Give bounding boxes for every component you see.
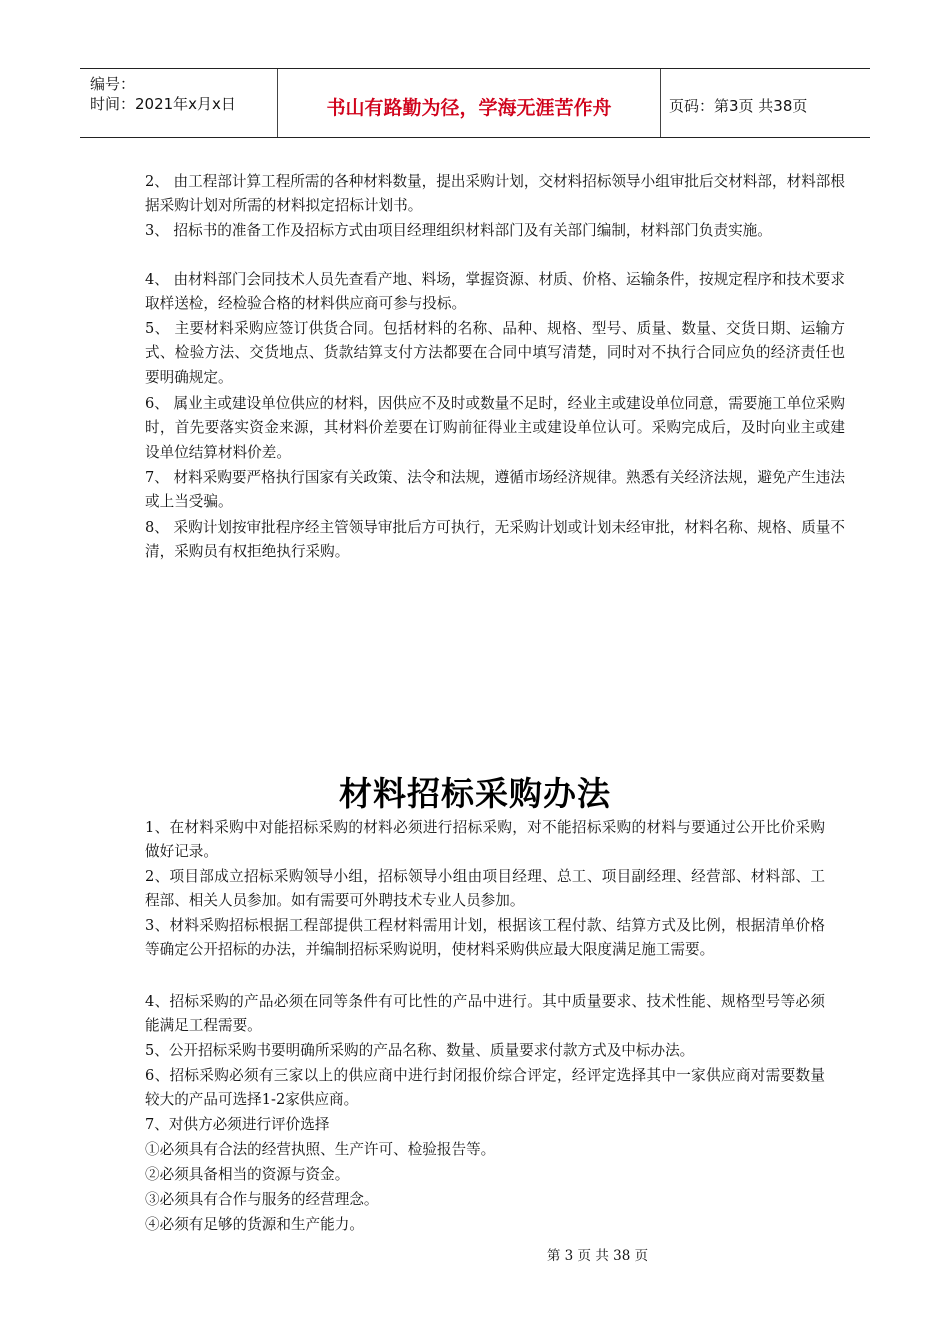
paragraph-2-6: 6、招标采购必须有三家以上的供应商中进行封闭报价综合评定，经评定选择其中一家供应商对需要数量较大的产品可选择1-2家供应商。 — [145, 1067, 825, 1109]
criteria-item-2: ②必须具备相当的资源与资金。 — [145, 1166, 350, 1183]
header-right-cell — [661, 69, 870, 137]
page-info: 页码：第3页 共38页 — [669, 97, 808, 115]
date-label: 时间：2021年x月x日 — [90, 95, 236, 113]
paragraph-1-5: 5、 主要材料采购应签订供货合同。包括材料的名称、品种、规格、型号、质量、数量、交货日期、运输方式、检验方法、交货地点、货款结算支付方法都要在合同中填写清楚，同时对不执行合同应负的经济责任也要明确规定。 — [145, 320, 845, 386]
paragraph-2-1: 1、在材料采购中对能招标采购的材料必须进行招标采购，对不能招标采购的材料与要通过公开比价采购做好记录。 — [145, 819, 825, 861]
paragraph-1-2: 2、 由工程部计算工程所需的各种材料数量，提出采购计划，交材料招标领导小组审批后交材料部，材料部根据采购计划对所需的材料拟定招标计划书。 — [145, 173, 845, 215]
section-title: 材料招标采购办法 — [339, 774, 611, 813]
paragraph-2-7: 7、对供方必须进行评价选择 — [145, 1116, 330, 1133]
paragraph-2-2: 2、项目部成立招标采购领导小组，招标领导小组由项目经理、总工、项目副经理、经营部、材料部、工程部、相关人员参加。如有需要可外聘技术专业人员参加。 — [145, 868, 825, 910]
paragraph-1-6: 6、 属业主或建设单位供应的材料，因供应不及时或数量不足时，经业主或建设单位同意，需要施工单位采购时，首先要落实资金来源，其材料价差要在订购前征得业主或建设单位认可。采购完成后，及时向业主或建设单位结算材料价差。 — [145, 395, 845, 461]
criteria-item-1: ①必须具有合法的经营执照、生产许可、检验报告等。 — [145, 1141, 496, 1158]
header-left-cell — [80, 69, 278, 137]
paragraph-1-3: 3、 招标书的准备工作及招标方式由项目经理组织材料部门及有关部门编制，材料部门负责实施。 — [145, 222, 772, 239]
page-footer: 第 3 页 共 38 页 — [546, 1248, 649, 1264]
paragraph-2-4: 4、招标采购的产品必须在同等条件有可比性的产品中进行。其中质量要求、技术性能、规格型号等必须能满足工程需要。 — [145, 993, 825, 1035]
paragraph-2-5: 5、公开招标采购书要明确所采购的产品名称、数量、质量要求付款方式及中标办法。 — [145, 1042, 695, 1059]
paragraph-1-8: 8、 采购计划按审批程序经主管领导审批后方可执行，无采购计划或计划未经审批，材料名称、规格、质量不清，采购员有权拒绝执行采购。 — [145, 519, 845, 561]
motto: 书山有路勤为径，学海无涯苦作舟 — [326, 97, 612, 119]
criteria-item-4: ④必须有足够的货源和生产能力。 — [145, 1216, 364, 1233]
paragraph-1-4: 4、 由材料部门会同技术人员先查看产地、料场，掌握资源、材质、价格、运输条件，按规定程序和技术要求取样送检，经检验合格的材料供应商可参与投标。 — [145, 271, 845, 313]
paragraph-2-3: 3、材料采购招标根据工程部提供工程材料需用计划，根据该工程付款、结算方式及比例，根据清单价格等确定公开招标的办法，并编制招标采购说明，使材料采购供应最大限度满足施工需要。 — [145, 917, 825, 959]
paragraph-1-7: 7、 材料采购要严格执行国家有关政策、法令和法规，遵循市场经济规律。熟悉有关经济法规，避免产生违法或上当受骗。 — [145, 469, 845, 511]
code-label: 编号： — [90, 75, 136, 93]
criteria-item-3: ③必须具有合作与服务的经营理念。 — [145, 1191, 379, 1208]
header-middle-cell — [278, 69, 661, 137]
page-header — [80, 68, 870, 138]
